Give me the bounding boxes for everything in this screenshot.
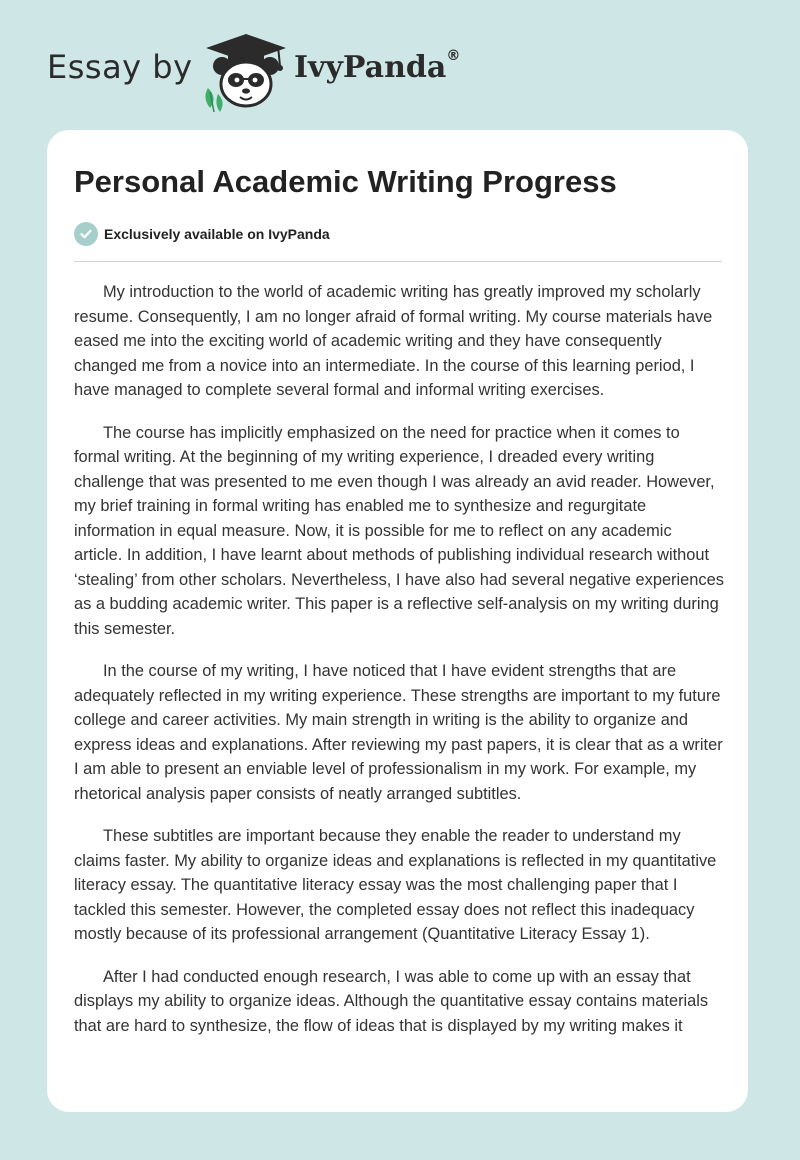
essay-paragraph: The course has implicitly emphasized on the need for practice when it comes to formal writing. At the beginning of my writing experience, I dreaded every writing challenge that was presented to me even though I was already an avid reader. However, my brief training in formal writing has enabled me to synthesize and regurgitate information in equal measure. Now, it is possible for me to reflect on any academic article. In addition, I have learnt about methods of publishing individual research without ‘stealing’ from other scholars. Nevertheless, I have also had several negative experiences as a budding academic writer. This paper is a reflective self-analysis on my writing during this semester. (74, 423, 724, 638)
registered-mark: ® (446, 48, 461, 64)
page-title: Personal Academic Writing Progress (74, 164, 617, 199)
brand-name-text: IvyPanda (294, 50, 447, 85)
essay-paragraph: In the course of my writing, I have noticed that I have evident strengths that are adequately reflected in my writing experience. These strengths are important to my future college and career activities. My main strength in writing is the ability to organize and express ideas and explanations. After reviewing my past papers, it is clear that as a writer I am able to present an enviable level of professionalism in my work. For example, my rhetorical analysis paper consists of neatly arranged subtitles. (74, 662, 723, 803)
exclusive-badge-label: Exclusively available on IvyPanda (104, 226, 330, 242)
essay-card (47, 130, 748, 1112)
essay-body (74, 280, 724, 1056)
essay-paragraph: My introduction to the world of academic writing has greatly improved my scholarly resume. Consequently, I am no longer afraid of formal writing. My course materials have eased me into the exciting world of academic writing and they have consequently changed me from a novice into an intermediate. In the course of this learning period, I have managed to complete several formal and informal writing exercises. (74, 283, 713, 399)
site-header (0, 0, 800, 130)
brand-prefix: Essay by (47, 48, 193, 86)
panda-logo-icon[interactable] (200, 32, 292, 114)
brand-name[interactable] (294, 50, 460, 85)
essay-paragraph: After I had conducted enough research, I was able to come up with an essay that displays my ability to organize ideas. Although the quantitative essay contains materials that are hard to synthesize, the flow of ideas that is displayed by my writing makes it (74, 967, 709, 1035)
exclusive-badge (74, 222, 330, 246)
divider (74, 261, 722, 262)
check-circle-icon (74, 222, 98, 246)
essay-paragraph: These subtitles are important because they enable the reader to understand my claims faster. My ability to organize ideas and explanations is reflected in my quantitative literacy essay. The quantitative literacy essay was the most challenging paper that I tackled this semester. However, the completed essay does not reflect this inadequacy mostly because of its professional arrangement (Quantitative Literacy Essay 1). (74, 827, 717, 943)
